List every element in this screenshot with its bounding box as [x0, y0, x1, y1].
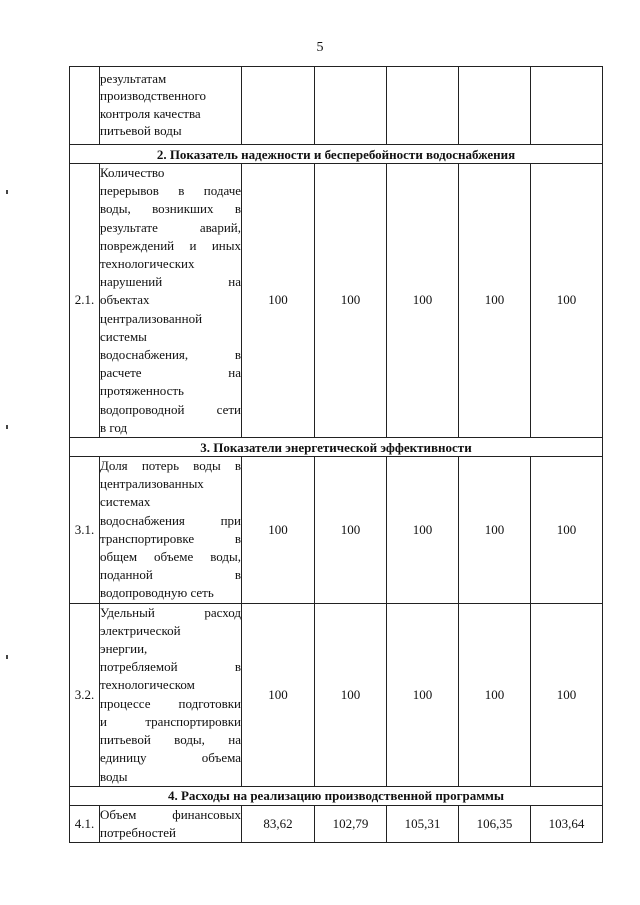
scan-mark: [6, 190, 8, 194]
value-cell: 100: [242, 457, 315, 604]
value-cell: 100: [242, 603, 315, 786]
row-number: 3.1.: [70, 457, 100, 604]
value-cell: [387, 67, 459, 145]
section-title: 2. Показатель надежности и бесперебойности водоснабжения: [70, 145, 603, 164]
indicator-description: результатам производственного контроля качества питьевой воды: [100, 67, 242, 145]
table-row: [70, 457, 603, 604]
value-cell: 100: [387, 457, 459, 604]
value-cell: 83,62: [242, 805, 315, 842]
indicator-description: Доля потерь воды в централизованных системах водоснабжения при транспортировке в общем объеме воды, поданной в водопроводную сеть: [100, 457, 242, 604]
section-header-row: [70, 145, 603, 164]
row-number: 4.1.: [70, 805, 100, 842]
value-cell: [242, 67, 315, 145]
value-cell: 100: [242, 164, 315, 438]
section-header-row: [70, 438, 603, 457]
value-cell: 100: [531, 457, 603, 604]
section-header-row: [70, 786, 603, 805]
table-row-continuation: [70, 67, 603, 145]
row-number: 2.1.: [70, 164, 100, 438]
value-cell: 100: [531, 603, 603, 786]
indicator-description: Объем финансовых потребностей: [100, 805, 242, 842]
value-cell: 103,64: [531, 805, 603, 842]
value-cell: 100: [315, 457, 387, 604]
indicator-description: Количество перерывов в подаче воды, возникших в результате аварий, повреждений и иных технологических нарушений на объектах централизованной системы водоснабжения, в расчете на протяженность водопроводной сети в год: [100, 164, 242, 438]
value-cell: 106,35: [459, 805, 531, 842]
section-title: 3. Показатели энергетической эффективности: [70, 438, 603, 457]
value-cell: 100: [459, 457, 531, 604]
scan-mark: [6, 425, 8, 429]
indicator-description: Удельный расход электрической энергии, потребляемой в технологическом процессе подготовки и транспортировки питьевой воды, на единицу объема воды: [100, 603, 242, 786]
value-cell: 100: [531, 164, 603, 438]
value-cell: [531, 67, 603, 145]
value-cell: 100: [387, 603, 459, 786]
row-number: [70, 67, 100, 145]
row-number: 3.2.: [70, 603, 100, 786]
value-cell: 105,31: [387, 805, 459, 842]
value-cell: 100: [459, 164, 531, 438]
value-cell: 100: [387, 164, 459, 438]
table-row: [70, 164, 603, 438]
value-cell: 100: [459, 603, 531, 786]
table-row: [70, 603, 603, 786]
table-row: [70, 805, 603, 842]
value-cell: [459, 67, 531, 145]
scan-mark: [6, 655, 8, 659]
value-cell: 100: [315, 164, 387, 438]
section-title: 4. Расходы на реализацию производственной программы: [70, 786, 603, 805]
value-cell: 102,79: [315, 805, 387, 842]
value-cell: [315, 67, 387, 145]
indicators-table: [69, 66, 603, 843]
value-cell: 100: [315, 603, 387, 786]
page-number: 5: [316, 40, 324, 55]
